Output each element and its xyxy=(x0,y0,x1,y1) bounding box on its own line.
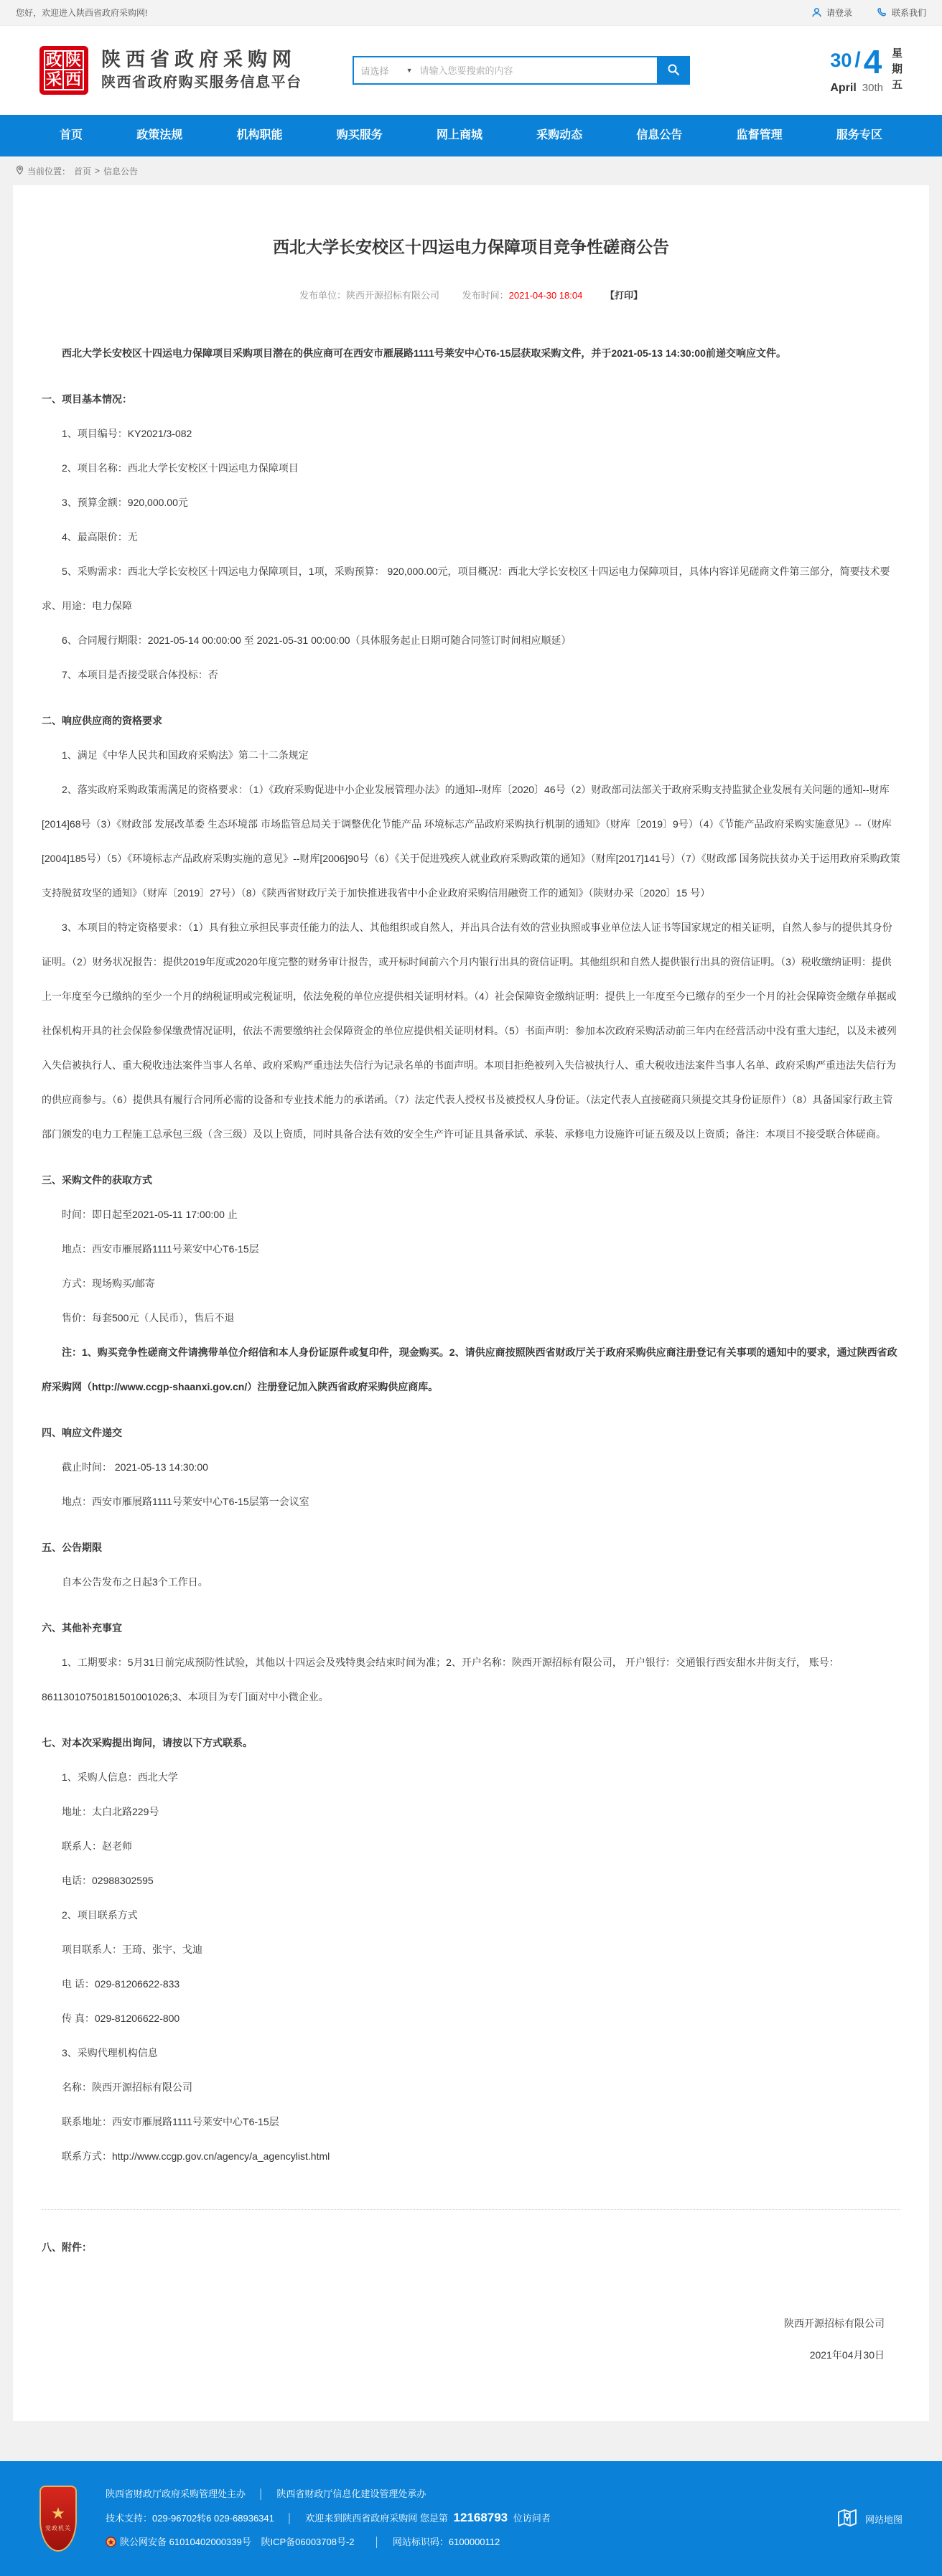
date-weekday xyxy=(892,46,903,93)
breadcrumb-separator: > xyxy=(95,166,101,176)
article-paragraph: 六、其他补充事宜 xyxy=(42,1622,122,1634)
article-paragraph: 联系人：赵老师 xyxy=(62,1840,132,1852)
publish-time-label: 发布时间： xyxy=(462,290,509,301)
footer-separator: │ xyxy=(374,2536,381,2547)
article-paragraph: 5、采购需求：西北大学长安校区十四运电力保障项目，1项，采购预算： 920,000.00元，项目概况：西北大学长安校区十四运电力保障项目，具体内容详见磋商文件第三部分，简要技术要求、用途：电力保障 xyxy=(42,566,890,612)
article-paragraph: 1、采购人信息：西北大学 xyxy=(62,1771,178,1783)
nav-item[interactable]: 首页 xyxy=(60,129,83,141)
sitemap-label: 网站地图 xyxy=(864,2514,903,2525)
search-button[interactable] xyxy=(657,56,690,85)
article-paragraph: 3、采购代理机构信息 xyxy=(62,2047,158,2059)
date-month-number: 4 xyxy=(863,43,882,80)
article-paragraph: 四、响应文件递交 xyxy=(42,1427,122,1438)
article-paragraph: 1、项目编号：KY2021/3-082 xyxy=(62,428,192,439)
site-logo[interactable] xyxy=(39,46,88,95)
logo-char: 陕 xyxy=(65,51,81,69)
footer-line-3 xyxy=(106,2530,551,2556)
footer-line-2 xyxy=(106,2506,551,2530)
logo-char: 政 xyxy=(45,52,64,70)
print-button[interactable]: 【打印】 xyxy=(605,290,643,301)
search-category-select[interactable] xyxy=(354,57,420,83)
site-code-text: 网站标识码：6100000112 xyxy=(392,2536,500,2547)
login-label: 请登录 xyxy=(826,8,852,18)
breadcrumb-label: 当前位置： xyxy=(27,166,71,177)
star-icon: ★ xyxy=(51,2504,65,2522)
beian-icon xyxy=(106,2532,116,2556)
main-nav xyxy=(0,115,942,156)
topbar-greeting: 您好，欢迎进入陕西省政府采购网! xyxy=(16,8,148,18)
logo-characters xyxy=(44,50,84,90)
article-paragraph: 3、预算金额：920,000.00元 xyxy=(62,497,188,508)
article-paragraph: 6、合同履行期限：2021-05-14 00:00:00 至 2021-05-31 00:00:00（具体服务起止日期可随合同签订时间相应顺延） xyxy=(62,634,572,646)
topbar xyxy=(0,0,942,26)
article-paragraph: 4、最高限价：无 xyxy=(62,531,138,543)
welcome-text: 欢迎来到陕西省政府采购网 您是第 xyxy=(305,2512,448,2524)
article-paragraph: 地点：西安市雁展路1111号莱安中心T6-15层第一会议室 xyxy=(62,1496,309,1507)
article-paragraph: 2、落实政府采购政策需满足的资格要求：（1）《政府采购促进中小企业发展管理办法》的通知--财库〔2020〕46号（2）财政部司法部关于政府采购支持监狱企业发展有关问题的通知--财库[2014]68号（3）《财政部 发展改革委 生态环境部 市场监管总局关于调整优化节能产品 环境标志产品政府采购执行机制的通知》（财库〔2019〕9号）（4）《节能产品政府采购实施意见》--（财库[2004]185号）（5）《环境标志产品政府采购实施的意见》--财库[2006]90号（6）《关于促进残疾人就业政府采购政策的通知》（财库[2017]141号）（7）《财政部 国务院扶贫办关于运用政府采购政策支持脱贫攻坚的通知》（财库〔2019〕27号）（8）《陕西省财政厅关于加快推进我省中小企业政府采购信用融资工作的通知》（陕财办采〔2020〕15 号） xyxy=(42,784,900,899)
article-paragraph: 项目联系人：王琦、张宇、戈迪 xyxy=(62,1944,202,1955)
logo-char: 西 xyxy=(65,70,81,88)
nav-item[interactable]: 政策法规 xyxy=(136,129,183,141)
phone-icon xyxy=(877,7,887,18)
date-widget xyxy=(830,43,903,95)
article-paragraph: 地址：太白北路229号 xyxy=(62,1806,159,1817)
footer xyxy=(0,2461,942,2576)
article-paragraph: 联系方式：http://www.ccgp.gov.cn/agency/a_agencylist.html xyxy=(62,2150,330,2162)
search-box xyxy=(353,56,690,85)
site-subtitle: 陕西省政府购买服务信息平台 xyxy=(101,75,302,90)
article-meta xyxy=(42,288,900,301)
nav-item[interactable]: 网上商城 xyxy=(436,129,482,141)
article-paragraph: 八、附件： xyxy=(42,2242,92,2253)
article-paragraph: 方式：现场购买/邮寄 xyxy=(62,1278,155,1289)
article-paragraph: 传 真：029-81206622-800 xyxy=(62,2013,180,2024)
visitor-count: 12168793 xyxy=(453,2510,508,2524)
article-paragraph: 售价：每套500元（人民币），售后不退 xyxy=(62,1312,235,1324)
location-pin-icon xyxy=(16,165,24,177)
article-paragraph: 1、工期要求：5月31日前完成预防性试验，其他以十四运会及残特奥会结束时间为准；2、开户名称：陕西开源招标有限公司， 开户银行：交通银行西安甜水井街支行， 账号：86113010750181501001026;3、本项目为专门面对中小微企业。 xyxy=(42,1657,839,1702)
article-paragraph: 七、对本次采购提出询问，请按以下方式联系。 xyxy=(42,1737,253,1748)
article-paragraph: 一、项目基本情况： xyxy=(42,393,132,405)
organizer-text: 陕西省财政厅政府采购管理处主办 xyxy=(106,2488,246,2499)
article-paragraph: 二、响应供应商的资格要求 xyxy=(42,715,162,726)
article-paragraph: 2、项目联系方式 xyxy=(62,1909,138,1921)
article-paragraph: 地点：西安市雁展路1111号莱安中心T6-15层 xyxy=(62,1243,259,1255)
footer-separator: │ xyxy=(258,2488,264,2499)
security-record-link[interactable]: 陕公网安备 61010402000339号 xyxy=(120,2536,251,2547)
logo-char: 采 xyxy=(45,70,64,89)
article-paragraph: 2、项目名称：西北大学长安校区十四运电力保障项目 xyxy=(62,462,299,474)
article-paragraph: 截止时间： 2021-05-13 14:30:00 xyxy=(62,1461,208,1473)
tech-support-text: 技术支持：029-96702转6 029-68936341 xyxy=(106,2512,274,2524)
login-link[interactable] xyxy=(811,6,852,19)
breadcrumb xyxy=(0,156,942,185)
footer-gap xyxy=(0,2421,942,2461)
article-paragraph: 3、本项目的特定资格要求：（1）具有独立承担民事责任能力的法人、其他组织或自然人，并出具合法有效的营业执照或事业单位法人证书等国家规定的相关证明，自然人参与的提供其身份证明。（2）财务状况报告：提供2019年度或2020年度完整的财务审计报告，或开标时间前六个月内银行出具的资信证明。其他组织和自然人提供银行出具的资信证明。（3）税收缴纳证明：提供上一年度至今已缴纳的至少一个月的纳税证明或完税证明，依法免税的单位应提供相关证明材料。（4）社会保障资金缴纳证明：提供上一年度至今已缴存的至少一个月的社会保障资金缴存单据或社保机构开具的社会保险参保缴费情况证明，依法不需要缴纳社会保障资金的单位应提供相关证明材料。（5）书面声明：参加本次政府采购活动前三年内在经营活动中没有重大违纪，以及未被列入失信被执行人、重大税收违法案件当事人名单、政府采购严重违法失信行为记录名单的书面声明。本项目拒绝被列入失信被执行人、重大税收违法案件当事人名单、政府采购严重违法失信行为的供应商参与。（6）提供具有履行合同所必需的设备和专业技术能力的承诺函。（7）法定代表人授权书及被授权人身份证。（法定代表人直接磋商只须提交其身份证原件）（8）具备国家行政主管部门颁发的电力工程施工总承包三级（含三级）及以上资质，同时具备合法有效的安全生产许可证且具备承试、承装、承修电力设施许可证五级及以上资质；备注：本项目不接受联合体磋商。 xyxy=(42,922,897,1140)
footer-lines xyxy=(106,2482,551,2556)
footer-line-1 xyxy=(106,2482,551,2506)
article-body xyxy=(42,336,900,2264)
article-title: 西北大学长安校区十四运电力保障项目竞争性磋商公告 xyxy=(273,238,669,256)
date-month-name: April xyxy=(830,82,857,94)
article-paragraph: 名称：陕西开源招标有限公司 xyxy=(62,2081,192,2093)
weekday-char: 期 xyxy=(891,63,903,75)
site-titles xyxy=(101,47,302,93)
caret-down-icon: ▼ xyxy=(406,67,413,74)
breadcrumb-current-link[interactable]: 信息公告 xyxy=(103,166,139,177)
publish-time xyxy=(462,290,585,301)
badge-label: 党政机关 xyxy=(45,2524,71,2531)
co-organizer-text: 陕西省财政厅信息化建设管理处承办 xyxy=(276,2488,426,2499)
signature-line: 2021年04月30日 xyxy=(809,2349,885,2361)
contact-link[interactable] xyxy=(877,6,926,19)
publisher: 发布单位：陕西开源招标有限公司 xyxy=(299,290,440,301)
article-paragraph: 电 话：029-81206622-833 xyxy=(62,1978,180,1990)
article-paragraph xyxy=(42,2209,900,2210)
contact-label: 联系我们 xyxy=(891,8,926,18)
nav-item[interactable]: 机构职能 xyxy=(236,129,283,141)
article-paragraph: 电话：02988302595 xyxy=(62,1875,154,1886)
article-paragraph: 三、采购文件的获取方式 xyxy=(42,1174,152,1186)
nav-item[interactable]: 服务专区 xyxy=(836,129,882,141)
article-paragraph: 时间：即日起至2021-05-11 17:00:00 止 xyxy=(62,1209,238,1220)
site-title: 陕西省政府采购网 xyxy=(101,49,297,70)
weekday-char: 五 xyxy=(891,79,903,91)
person-icon xyxy=(811,7,822,18)
weekday-char: 星 xyxy=(891,47,903,60)
nav-item[interactable]: 监督管理 xyxy=(736,129,783,141)
nav-list xyxy=(0,115,942,156)
article-card xyxy=(13,185,929,2421)
visitor-suffix: 位访问者 xyxy=(513,2512,551,2524)
search-input[interactable] xyxy=(420,57,657,83)
map-icon xyxy=(835,2506,859,2532)
signature-line: 陕西开源招标有限公司 xyxy=(784,2318,885,2329)
article-paragraph: 1、满足《中华人民共和国政府采购法》第二十二条规定 xyxy=(62,749,309,761)
nav-item[interactable]: 信息公告 xyxy=(636,129,683,141)
article-paragraph: 7、本项目是否接受联合体投标：否 xyxy=(62,669,218,680)
date-ordinal: 30th xyxy=(862,82,883,94)
sitemap-link[interactable] xyxy=(835,2506,903,2532)
nav-item[interactable]: 购买服务 xyxy=(336,129,383,141)
article-paragraph: 自本公告发布之日起3个工作日。 xyxy=(62,1576,208,1588)
search-select-label: 请选择 xyxy=(360,65,389,77)
breadcrumb-home-link[interactable]: 首页 xyxy=(74,166,92,177)
search-icon xyxy=(667,63,680,78)
date-day: 30 xyxy=(830,50,852,71)
article-paragraph: 联系地址：西安市雁展路1111号莱安中心T6-15层 xyxy=(62,2116,279,2127)
article-paragraph: 西北大学长安校区十四运电力保障项目采购项目潜在的供应商可在西安市雁展路1111号莱安中心T6-15层获取采购文件，并于2021-05-13 14:30:00前递交响应文件。 xyxy=(62,347,786,359)
icp-record-link[interactable]: 陕ICP备06003708号-2 xyxy=(261,2536,355,2547)
signature-block xyxy=(42,2308,900,2371)
article-paragraph: 注：1、购买竞争性磋商文件请携带单位介绍信和本人身份证原件或复印件，现金购买。2、请供应商按照陕西省财政厅关于政府采购供应商注册登记有关事项的通知中的要求，通过陕西省政府采购网（http://www.ccgp-shaanxi.gov.cn/）注册登记加入陕西省政府采购供应商库。 xyxy=(42,1346,897,1392)
date-slash: / xyxy=(854,48,861,72)
footer-separator: │ xyxy=(286,2512,293,2524)
site-header xyxy=(0,26,942,115)
article-paragraph: 五、公告期限 xyxy=(42,1542,102,1553)
nav-item[interactable]: 采购动态 xyxy=(536,129,583,141)
publish-time-value: 2021-04-30 18:04 xyxy=(508,290,583,301)
gov-shield-icon xyxy=(39,2486,77,2552)
